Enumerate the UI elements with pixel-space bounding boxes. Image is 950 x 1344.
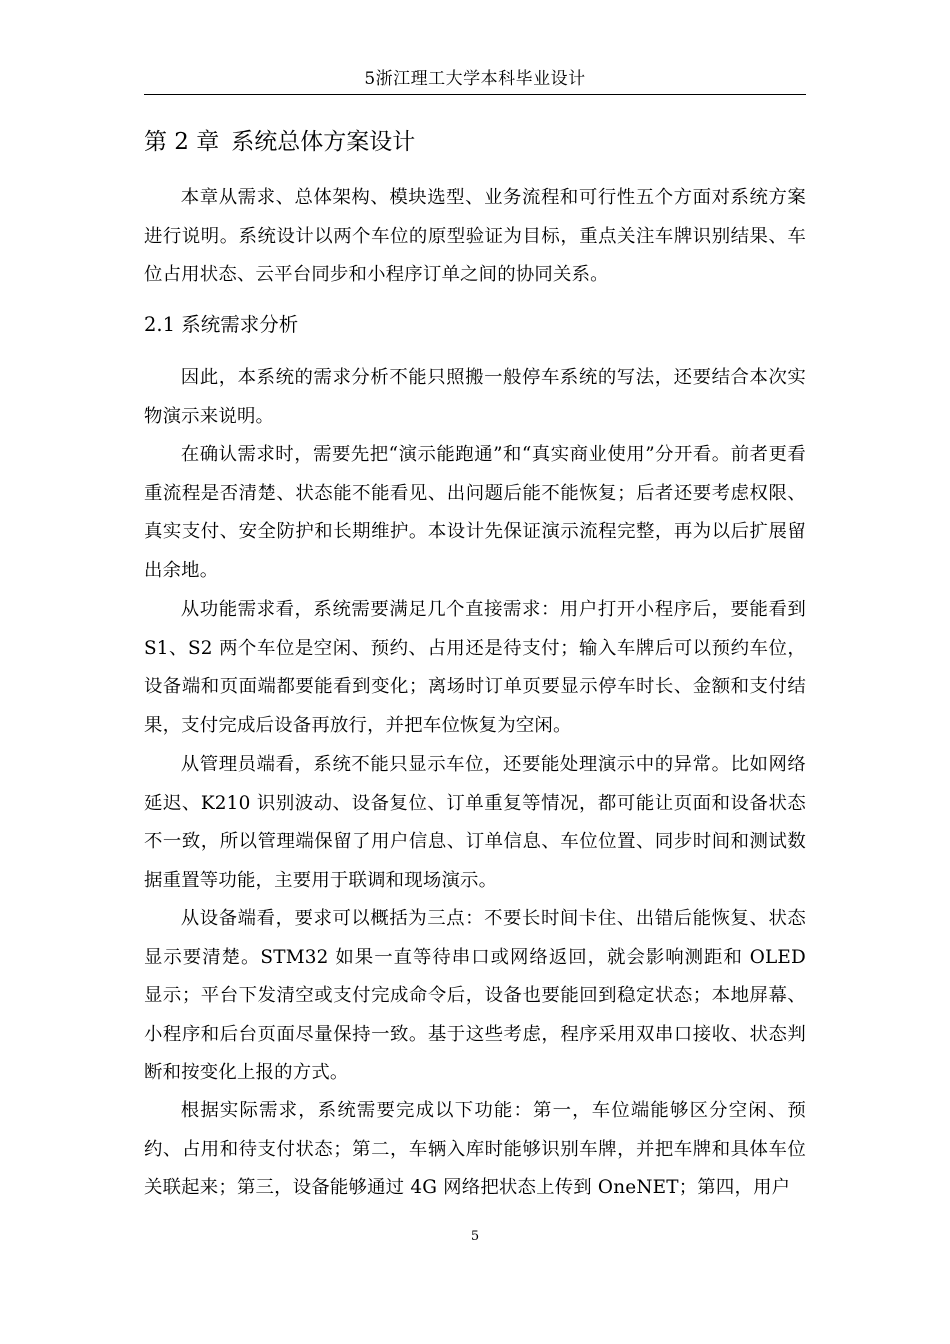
chapter-heading-text: 系统总体方案设计 [231, 129, 416, 155]
body-paragraph-2: 在确认需求时，需要先把“演示能跑通”和“真实商业使用”分开看。前者更看重流程是否清楚、状态能不能看见、出问题后能不能恢复；后者还要考虑权限、真实支付、安全防护和长期维护。本设计先保证演示流程完整，再为以后扩展留出余地。 [144, 444, 806, 581]
body-paragraph-1: 因此，本系统的需求分析不能只照搬一般停车系统的写法，还要结合本次实物演示来说明。 [144, 367, 806, 427]
page-number: 5 [470, 1229, 480, 1244]
section-title: 2.1 系统需求分析 [144, 313, 299, 336]
chapter-number: 第 2 章 [144, 129, 220, 155]
running-header: 5浙江理工大学本科毕业设计 [364, 69, 586, 89]
chapter-title [144, 124, 415, 160]
body-paragraph-6: 根据实际需求，系统需要完成以下功能：第一，车位端能够区分空闲、预约、占用和待支付状态；第二，车辆入库时能够识别车牌，并把车牌和具体车位关联起来；第三，设备能够通过 4G 网络把状态上传到 OneNET；第四，用户 [144, 1100, 806, 1199]
body-paragraph-5: 从设备端看，要求可以概括为三点：不要长时间卡住、出错后能恢复、状态显示要清楚。STM32 如果一直等待串口或网络返回，就会影响测距和 OLED 显示；平台下发清空或支付完成命令后，设备也要能回到稳定状态；本地屏幕、小程序和后台页面尽量保持一致。基于这些考虑，程序采用双串口接收、状态判断和按变化上报的方式。 [144, 908, 806, 1084]
header-rule [144, 94, 806, 95]
body-paragraph-3: 从功能需求看，系统需要满足几个直接需求：用户打开小程序后，要能看到 S1、S2 两个车位是空闲、预约、占用还是待支付；输入车牌后可以预约车位，设备端和页面端都要能看到变化；离场时订单页要显示停车时长、金额和支付结果，支付完成后设备再放行，并把车位恢复为空闲。 [144, 599, 806, 736]
intro-paragraph: 本章从需求、总体架构、模块选型、业务流程和可行性五个方面对系统方案进行说明。系统设计以两个车位的原型验证为目标，重点关注车牌识别结果、车位占用状态、云平台同步和小程序订单之间的协同关系。 [144, 187, 806, 286]
body-paragraph-4: 从管理员端看，系统不能只显示车位，还要能处理演示中的异常。比如网络延迟、K210 识别波动、设备复位、订单重复等情况，都可能让页面和设备状态不一致，所以管理端保留了用户信息、订单信息、车位位置、同步时间和测试数据重置等功能，主要用于联调和现场演示。 [144, 754, 806, 891]
